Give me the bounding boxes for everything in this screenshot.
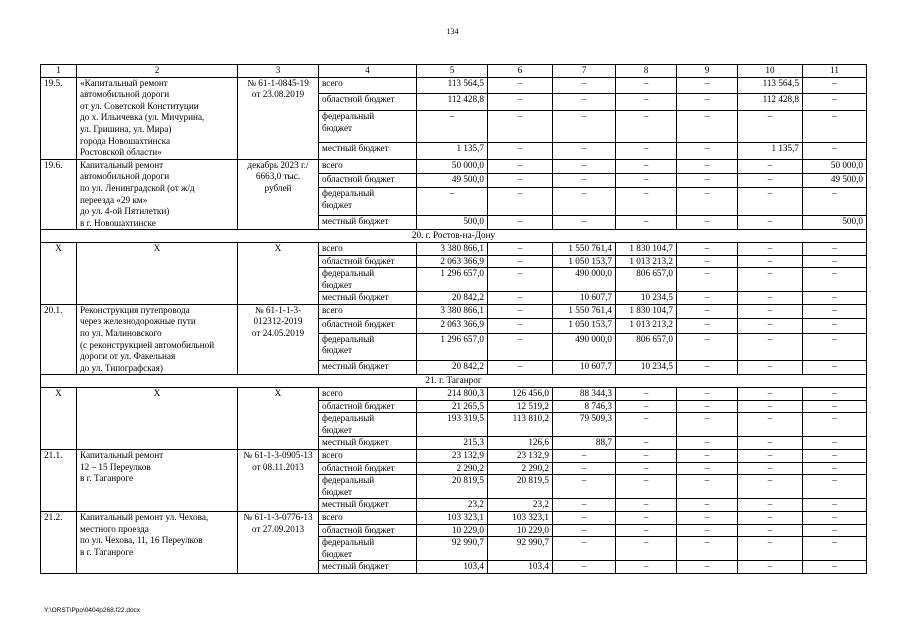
- document-cell: Х: [238, 242, 319, 304]
- object-name-cell: Х: [77, 388, 238, 450]
- amount-cell: 49 500,0: [803, 174, 867, 188]
- amount-cell: –: [738, 159, 803, 173]
- amount-cell: –: [803, 475, 867, 499]
- amount-cell: –: [616, 159, 677, 173]
- amount-cell: –: [677, 361, 738, 375]
- object-name-cell: Х: [77, 242, 238, 304]
- section-title: 21. г. Таганрог: [41, 375, 867, 388]
- amount-cell: 10 607,7: [553, 292, 616, 305]
- amount-cell: 1 013 213,2: [616, 255, 677, 268]
- budget-source-label: областной бюджет: [319, 524, 417, 537]
- budget-source-label: всего: [319, 511, 417, 524]
- amount-cell: 3 380 866,1: [417, 242, 488, 255]
- amount-cell: –: [616, 413, 677, 437]
- amount-cell: –: [677, 268, 738, 292]
- table-row: [41, 511, 867, 524]
- column-number-header: 4: [319, 65, 417, 78]
- amount-cell: –: [616, 462, 677, 475]
- budget-source-label: местный бюджет: [319, 143, 417, 160]
- amount-cell: –: [553, 450, 616, 463]
- amount-cell: 8 746,3: [553, 400, 616, 413]
- amount-cell: –: [677, 437, 738, 450]
- amount-cell: –: [417, 188, 488, 216]
- amount-cell: –: [553, 511, 616, 524]
- amount-cell: –: [553, 499, 616, 512]
- amount-cell: –: [677, 511, 738, 524]
- item-number-cell: 21.2.: [41, 511, 77, 573]
- budget-table: [40, 64, 867, 574]
- column-number-header: 10: [738, 65, 803, 78]
- amount-cell: –: [738, 255, 803, 268]
- amount-cell: –: [738, 388, 803, 401]
- amount-cell: 103 323,1: [417, 511, 488, 524]
- amount-cell: –: [738, 400, 803, 413]
- amount-cell: 10 234,5: [616, 361, 677, 375]
- document-cell: Х: [238, 388, 319, 450]
- amount-cell: 88 344,3: [553, 388, 616, 401]
- amount-cell: –: [677, 110, 738, 142]
- amount-cell: –: [738, 333, 803, 361]
- amount-cell: –: [738, 174, 803, 188]
- amount-cell: –: [803, 319, 867, 333]
- footer-file-path: Y:\ORST\Ppo\0404p268.f22.docx: [44, 607, 141, 614]
- amount-cell: –: [738, 188, 803, 216]
- table-row: [41, 388, 867, 401]
- amount-cell: –: [553, 215, 616, 229]
- page-number: 134: [446, 27, 459, 36]
- budget-source-label: областной бюджет: [319, 94, 417, 111]
- amount-cell: –: [677, 319, 738, 333]
- amount-cell: –: [738, 499, 803, 512]
- amount-cell: –: [488, 255, 553, 268]
- amount-cell: 113 564,5: [417, 77, 488, 94]
- amount-cell: –: [738, 462, 803, 475]
- amount-cell: –: [616, 174, 677, 188]
- amount-cell: –: [553, 77, 616, 94]
- section-header-row: [41, 375, 867, 388]
- amount-cell: 79 509,3: [553, 413, 616, 437]
- amount-cell: –: [677, 524, 738, 537]
- amount-cell: –: [616, 77, 677, 94]
- amount-cell: –: [677, 475, 738, 499]
- document-cell: № 61-1-3-0776-13 от 27.09.2013: [238, 511, 319, 573]
- amount-cell: –: [488, 94, 553, 111]
- amount-cell: 1 135,7: [738, 143, 803, 160]
- amount-cell: 126 456,0: [488, 388, 553, 401]
- amount-cell: –: [677, 188, 738, 216]
- amount-cell: 2 063 366,9: [417, 255, 488, 268]
- amount-cell: –: [677, 292, 738, 305]
- item-number-cell: 19.6.: [41, 159, 77, 230]
- amount-cell: 20 819,5: [417, 475, 488, 499]
- amount-cell: –: [616, 94, 677, 111]
- amount-cell: –: [803, 304, 867, 318]
- object-name-cell: Реконструкция путепровода через железнодорожные пути по ул. Малиновского (с реконструкцией автомобильной дороги от ул. Факельная до ул. Типографская): [77, 304, 238, 375]
- budget-source-label: местный бюджет: [319, 215, 417, 229]
- amount-cell: –: [738, 304, 803, 318]
- amount-cell: –: [738, 437, 803, 450]
- amount-cell: 2 063 366,9: [417, 319, 488, 333]
- amount-cell: –: [488, 188, 553, 216]
- amount-cell: 1 550 761,4: [553, 242, 616, 255]
- amount-cell: 92 990,7: [488, 537, 553, 561]
- amount-cell: 1 135,7: [417, 143, 488, 160]
- amount-cell: –: [803, 188, 867, 216]
- amount-cell: 103 323,1: [488, 511, 553, 524]
- amount-cell: –: [738, 475, 803, 499]
- object-name-cell: Капитальный ремонт автомобильной дороги по ул. Ленинградской (от ж/д переезда «29 км» до ул. 4-ой Пятилетки) в г. Новошахтинске: [77, 159, 238, 230]
- amount-cell: –: [553, 174, 616, 188]
- amount-cell: 23,2: [488, 499, 553, 512]
- amount-cell: 215,3: [417, 437, 488, 450]
- amount-cell: 103,4: [417, 561, 488, 574]
- amount-cell: –: [738, 215, 803, 229]
- object-name-cell: Капитальный ремонт ул. Чехова, местного проезда по ул. Чехова, 11, 16 Переулков в г. Таганроге: [77, 511, 238, 573]
- amount-cell: –: [677, 561, 738, 574]
- budget-source-label: местный бюджет: [319, 361, 417, 375]
- budget-source-label: федеральный бюджет: [319, 333, 417, 361]
- item-number-cell: 21.1.: [41, 450, 77, 512]
- amount-cell: 1 830 104,7: [616, 242, 677, 255]
- amount-cell: –: [803, 333, 867, 361]
- amount-cell: –: [803, 511, 867, 524]
- amount-cell: –: [677, 242, 738, 255]
- amount-cell: –: [677, 215, 738, 229]
- amount-cell: –: [738, 319, 803, 333]
- amount-cell: –: [738, 450, 803, 463]
- document-cell: № 61-1-0845-19 от 23.08.2019: [238, 77, 319, 159]
- amount-cell: 806 657,0: [616, 333, 677, 361]
- amount-cell: 10 234,5: [616, 292, 677, 305]
- amount-cell: 2 290,2: [488, 462, 553, 475]
- item-number-cell: Х: [41, 242, 77, 304]
- amount-cell: 1 550 761,4: [553, 304, 616, 318]
- amount-cell: –: [488, 361, 553, 375]
- amount-cell: 3 380 866,1: [417, 304, 488, 318]
- amount-cell: –: [677, 77, 738, 94]
- budget-source-label: областной бюджет: [319, 462, 417, 475]
- column-number-header: 11: [803, 65, 867, 78]
- amount-cell: –: [803, 462, 867, 475]
- amount-cell: –: [553, 143, 616, 160]
- amount-cell: –: [803, 94, 867, 111]
- amount-cell: 10 607,7: [553, 361, 616, 375]
- amount-cell: –: [488, 110, 553, 142]
- budget-source-label: местный бюджет: [319, 561, 417, 574]
- amount-cell: –: [677, 450, 738, 463]
- budget-source-label: всего: [319, 242, 417, 255]
- amount-cell: 113 810,2: [488, 413, 553, 437]
- amount-cell: –: [738, 537, 803, 561]
- amount-cell: –: [616, 400, 677, 413]
- amount-cell: 1 296 657,0: [417, 268, 488, 292]
- amount-cell: –: [803, 292, 867, 305]
- amount-cell: 1 296 657,0: [417, 333, 488, 361]
- amount-cell: –: [616, 110, 677, 142]
- amount-cell: –: [677, 537, 738, 561]
- amount-cell: –: [803, 499, 867, 512]
- budget-source-label: областной бюджет: [319, 319, 417, 333]
- amount-cell: 50 000,0: [417, 159, 488, 173]
- amount-cell: –: [677, 388, 738, 401]
- column-number-header: 8: [616, 65, 677, 78]
- column-number-header: 3: [238, 65, 319, 78]
- amount-cell: –: [738, 292, 803, 305]
- object-name-cell: Капитальный ремонт 12 – 15 Переулков в г. Таганроге: [77, 450, 238, 512]
- amount-cell: –: [488, 268, 553, 292]
- amount-cell: 1 013 213,2: [616, 319, 677, 333]
- amount-cell: 112 428,8: [738, 94, 803, 111]
- column-number-header: 6: [488, 65, 553, 78]
- amount-cell: –: [553, 524, 616, 537]
- budget-source-label: всего: [319, 304, 417, 318]
- amount-cell: –: [488, 143, 553, 160]
- amount-cell: –: [616, 511, 677, 524]
- amount-cell: –: [488, 304, 553, 318]
- budget-source-label: областной бюджет: [319, 255, 417, 268]
- amount-cell: 10 229,0: [488, 524, 553, 537]
- budget-source-label: всего: [319, 450, 417, 463]
- amount-cell: 500,0: [803, 215, 867, 229]
- amount-cell: –: [488, 174, 553, 188]
- section-title: 20. г. Ростов-на-Дону: [41, 230, 867, 243]
- amount-cell: –: [488, 159, 553, 173]
- budget-source-label: всего: [319, 159, 417, 173]
- amount-cell: –: [803, 242, 867, 255]
- amount-cell: –: [488, 215, 553, 229]
- amount-cell: 10 229,0: [417, 524, 488, 537]
- amount-cell: –: [677, 159, 738, 173]
- amount-cell: –: [616, 450, 677, 463]
- amount-cell: –: [616, 475, 677, 499]
- amount-cell: –: [803, 537, 867, 561]
- amount-cell: 214 800,3: [417, 388, 488, 401]
- amount-cell: 2 290,2: [417, 462, 488, 475]
- amount-cell: –: [803, 450, 867, 463]
- amount-cell: –: [677, 143, 738, 160]
- amount-cell: –: [616, 437, 677, 450]
- amount-cell: –: [616, 388, 677, 401]
- amount-cell: 490 000,0: [553, 268, 616, 292]
- amount-cell: –: [616, 188, 677, 216]
- amount-cell: –: [488, 242, 553, 255]
- amount-cell: –: [803, 524, 867, 537]
- document-cell: № 61-1-1-3- 012312-2019 от 24.05.2019: [238, 304, 319, 375]
- budget-source-label: федеральный бюджет: [319, 110, 417, 142]
- amount-cell: –: [553, 561, 616, 574]
- amount-cell: 50 000,0: [803, 159, 867, 173]
- amount-cell: –: [616, 143, 677, 160]
- amount-cell: 92 990,7: [417, 537, 488, 561]
- column-number-header: 5: [417, 65, 488, 78]
- budget-source-label: федеральный бюджет: [319, 413, 417, 437]
- amount-cell: –: [803, 388, 867, 401]
- amount-cell: –: [616, 215, 677, 229]
- amount-cell: 126,6: [488, 437, 553, 450]
- budget-source-label: областной бюджет: [319, 174, 417, 188]
- table-row: [41, 450, 867, 463]
- amount-cell: –: [803, 143, 867, 160]
- amount-cell: –: [677, 413, 738, 437]
- amount-cell: –: [803, 255, 867, 268]
- section-header-row: [41, 230, 867, 243]
- amount-cell: –: [738, 511, 803, 524]
- amount-cell: –: [803, 437, 867, 450]
- amount-cell: –: [803, 413, 867, 437]
- amount-cell: 103,4: [488, 561, 553, 574]
- amount-cell: 23 132,9: [417, 450, 488, 463]
- amount-cell: –: [803, 77, 867, 94]
- budget-source-label: федеральный бюджет: [319, 537, 417, 561]
- amount-cell: 1 050 153,7: [553, 255, 616, 268]
- budget-source-label: местный бюджет: [319, 437, 417, 450]
- amount-cell: –: [553, 537, 616, 561]
- amount-cell: 20 842,2: [417, 292, 488, 305]
- amount-cell: –: [553, 110, 616, 142]
- amount-cell: –: [677, 174, 738, 188]
- item-number-cell: 19.5.: [41, 77, 77, 159]
- amount-cell: –: [738, 561, 803, 574]
- amount-cell: 88,7: [553, 437, 616, 450]
- amount-cell: –: [738, 242, 803, 255]
- amount-cell: –: [677, 255, 738, 268]
- object-name-cell: «Капитальный ремонт автомобильной дороги от ул. Советской Конституции до х. Ильичевка (ул. Мичурина, ул. Гришина, ул. Мира) города Новошахтинска Ростовской области»: [77, 77, 238, 159]
- document-cell: № 61-1-3-0905-13 от 08.11.2013: [238, 450, 319, 512]
- document-cell: декабрь 2023 г./ 6663,0 тыс. рублей: [238, 159, 319, 230]
- amount-cell: –: [488, 77, 553, 94]
- column-number-header: 1: [41, 65, 77, 78]
- amount-cell: –: [417, 110, 488, 142]
- amount-cell: –: [488, 319, 553, 333]
- column-number-header: 2: [77, 65, 238, 78]
- amount-cell: 49 500,0: [417, 174, 488, 188]
- amount-cell: –: [488, 292, 553, 305]
- table-row: [41, 242, 867, 255]
- amount-cell: 23,2: [417, 499, 488, 512]
- amount-cell: –: [553, 94, 616, 111]
- amount-cell: –: [803, 110, 867, 142]
- item-number-cell: Х: [41, 388, 77, 450]
- budget-source-label: федеральный бюджет: [319, 268, 417, 292]
- table-row: [41, 77, 867, 94]
- budget-source-label: всего: [319, 77, 417, 94]
- amount-cell: 500,0: [417, 215, 488, 229]
- budget-source-label: всего: [319, 388, 417, 401]
- amount-cell: –: [677, 462, 738, 475]
- amount-cell: 1 830 104,7: [616, 304, 677, 318]
- amount-cell: –: [616, 537, 677, 561]
- amount-cell: 23 132,9: [488, 450, 553, 463]
- amount-cell: –: [738, 268, 803, 292]
- amount-cell: –: [677, 304, 738, 318]
- amount-cell: –: [553, 462, 616, 475]
- amount-cell: 193 319,5: [417, 413, 488, 437]
- item-number-cell: 20.1.: [41, 304, 77, 375]
- budget-source-label: местный бюджет: [319, 292, 417, 305]
- budget-source-label: областной бюджет: [319, 400, 417, 413]
- amount-cell: –: [616, 499, 677, 512]
- amount-cell: –: [677, 400, 738, 413]
- amount-cell: 113 564,5: [738, 77, 803, 94]
- amount-cell: 21 265,5: [417, 400, 488, 413]
- amount-cell: 12 519,2: [488, 400, 553, 413]
- amount-cell: –: [488, 333, 553, 361]
- column-number-header: 9: [677, 65, 738, 78]
- amount-cell: –: [738, 413, 803, 437]
- budget-source-label: федеральный бюджет: [319, 188, 417, 216]
- amount-cell: 806 657,0: [616, 268, 677, 292]
- amount-cell: 112 428,8: [417, 94, 488, 111]
- amount-cell: –: [803, 361, 867, 375]
- table-row: [41, 159, 867, 173]
- amount-cell: –: [738, 361, 803, 375]
- budget-source-label: местный бюджет: [319, 499, 417, 512]
- amount-cell: –: [677, 333, 738, 361]
- amount-cell: –: [803, 561, 867, 574]
- amount-cell: –: [677, 499, 738, 512]
- amount-cell: –: [553, 159, 616, 173]
- amount-cell: –: [616, 524, 677, 537]
- amount-cell: 20 819,5: [488, 475, 553, 499]
- column-number-header: 7: [553, 65, 616, 78]
- amount-cell: –: [803, 400, 867, 413]
- amount-cell: –: [738, 110, 803, 142]
- table-row: [41, 304, 867, 318]
- amount-cell: –: [803, 268, 867, 292]
- amount-cell: 490 000,0: [553, 333, 616, 361]
- header-row: [41, 65, 867, 78]
- amount-cell: –: [738, 524, 803, 537]
- budget-source-label: федеральный бюджет: [319, 475, 417, 499]
- amount-cell: –: [677, 94, 738, 111]
- amount-cell: 1 050 153,7: [553, 319, 616, 333]
- amount-cell: –: [553, 188, 616, 216]
- amount-cell: –: [553, 475, 616, 499]
- amount-cell: 20 842,2: [417, 361, 488, 375]
- amount-cell: –: [616, 561, 677, 574]
